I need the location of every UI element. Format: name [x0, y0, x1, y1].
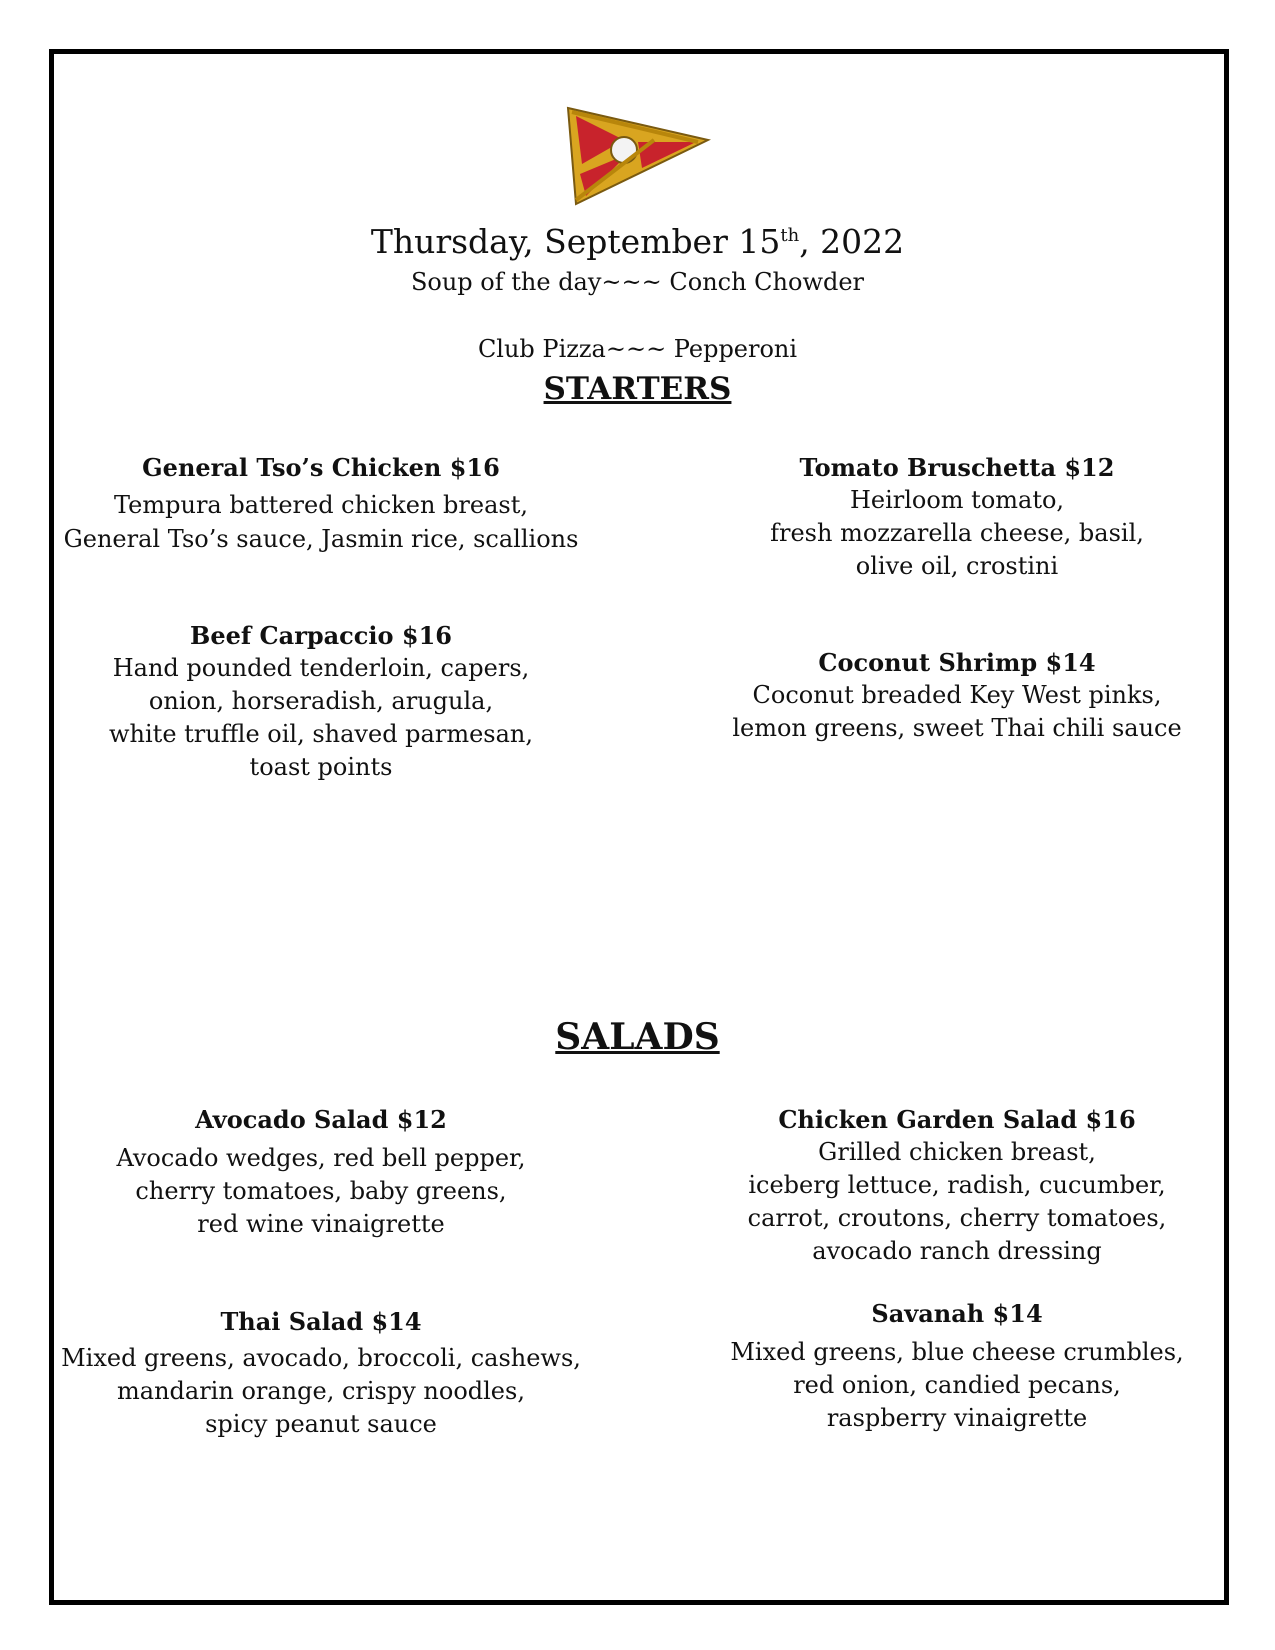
salad-item — [677, 1298, 1237, 1435]
salad-item — [41, 1306, 601, 1441]
salads-heading: SALADS — [555, 1016, 720, 1058]
soup-of-the-day: Soup of the day~~~ Conch Chowder — [410, 268, 865, 296]
starter-item — [41, 452, 601, 556]
item-description: Avocado wedges, red bell pepper, cherry tomatoes, baby greens, red wine vinaigrette — [116, 1144, 526, 1238]
item-name: Tomato Bruschetta $12 — [799, 453, 1115, 482]
item-description: Tempura battered chicken breast, General Tso’s sauce, Jasmin rice, scallions — [63, 491, 579, 553]
item-name: Coconut Shrimp $14 — [818, 648, 1096, 677]
item-name: Chicken Garden Salad $16 — [778, 1105, 1136, 1134]
starter-item — [677, 452, 1237, 583]
item-description: Mixed greens, avocado, broccoli, cashews, mandarin orange, crispy noodles, spicy peanut sauce — [61, 1344, 581, 1438]
starter-item — [41, 620, 601, 784]
date-year: , 2022 — [799, 222, 905, 261]
item-name: Thai Salad $14 — [220, 1307, 422, 1336]
salad-item — [41, 1104, 601, 1241]
salad-item — [677, 1104, 1237, 1268]
item-name: General Tso’s Chicken $16 — [142, 453, 500, 482]
starters-heading: STARTERS — [543, 371, 732, 407]
item-description: Grilled chicken breast, iceberg lettuce, radish, cucumber, carrot, croutons, cherry tomatoes, avocado ranch dressing — [747, 1138, 1167, 1265]
item-description: Hand pounded tenderloin, capers, onion, horseradish, arugula, white truffle oil, shaved parmesan, toast points — [109, 654, 533, 781]
date-main: Thursday, September 15 — [370, 222, 781, 261]
starter-item — [677, 647, 1237, 745]
item-name: Avocado Salad $12 — [195, 1105, 447, 1134]
item-description: Heirloom tomato, fresh mozzarella cheese, basil, olive oil, crostini — [770, 486, 1144, 580]
item-description: Mixed greens, blue cheese crumbles, red onion, candied pecans, raspberry vinaigrette — [730, 1338, 1184, 1432]
item-description: Coconut breaded Key West pinks, lemon greens, sweet Thai chili sauce — [732, 681, 1182, 742]
item-name: Beef Carpaccio $16 — [190, 621, 452, 650]
item-name: Savanah $14 — [871, 1299, 1043, 1328]
burgee-flag-logo — [558, 104, 716, 210]
club-pizza: Club Pizza~~~ Pepperoni — [477, 335, 798, 363]
date-ordinal-suffix: th — [780, 225, 800, 246]
menu-date — [0, 222, 1275, 262]
